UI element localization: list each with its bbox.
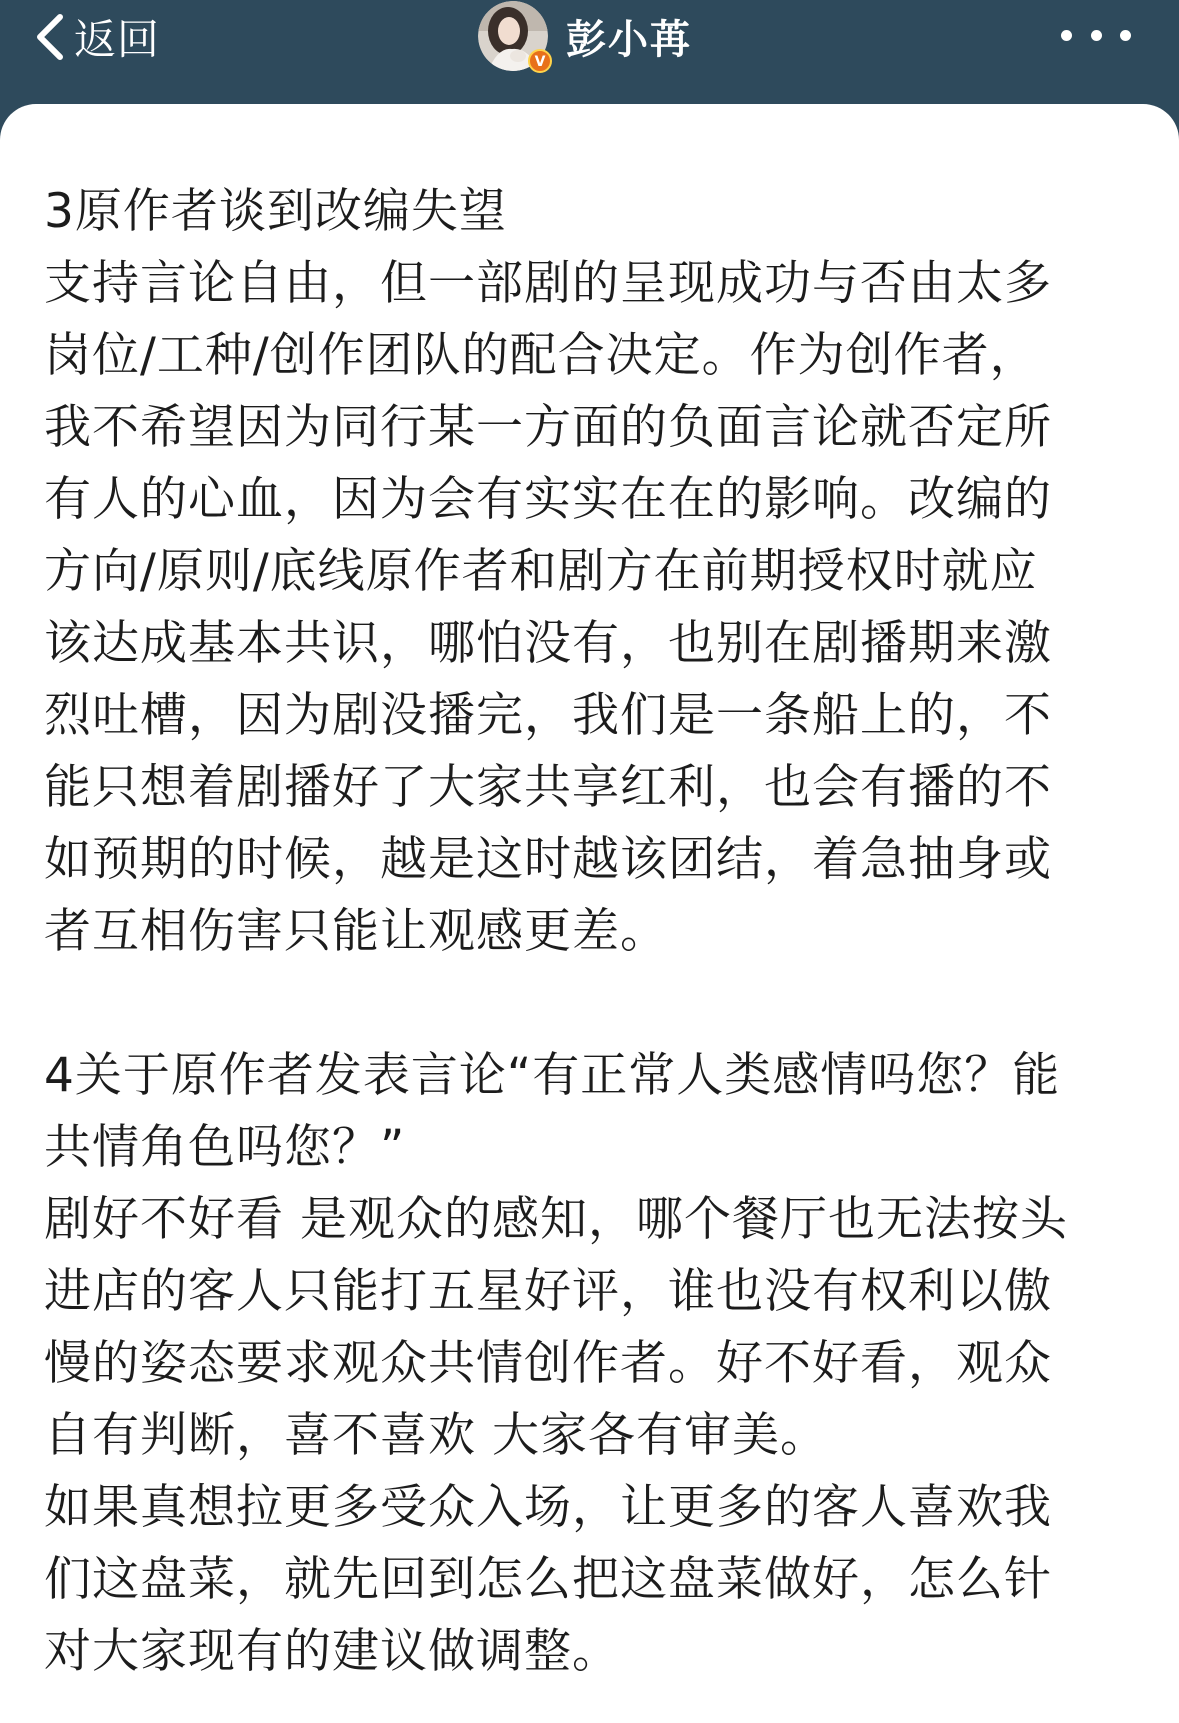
paragraph-gap [44,968,1144,1040]
section-4-line: 们这盘菜，就先回到怎么把这盘菜做好，怎么针 [44,1552,1052,1607]
section-3-line: 支持言论自由，但一部剧的呈现成功与否由太多 [44,256,1052,311]
section-3-line: 烈吐槽，因为剧没播完，我们是一条船上的，不 [44,688,1052,743]
section-3-line: 如预期的时候，越是这时越该团结，着急抽身或 [44,832,1052,887]
section-3-line: 我不希望因为同行某一方面的负面言论就否定所 [44,400,1052,455]
section-4-heading: 4关于原作者发表言论“有正常人类感情吗您？能 [44,1048,1061,1103]
section-4-line: 剧好不好看 是观众的感知，哪个餐厅也无法按头 [44,1192,1068,1247]
top-navigation-bar [0,0,1179,110]
more-horizontal-icon-dot-3 [1120,30,1131,41]
avatar-container[interactable] [478,1,548,71]
more-horizontal-icon-dot-2 [1091,30,1102,41]
verified-badge: V [528,49,552,73]
chevron-left-icon [30,7,74,67]
post-content-card [0,104,1179,1723]
more-options-button[interactable] [1061,20,1131,50]
more-horizontal-icon [1061,30,1072,41]
section-3-line: 方向/原则/底线原作者和剧方在前期授权时就应 [44,544,1038,599]
username[interactable]: 彭小苒 [566,16,692,63]
back-button[interactable] [30,4,160,70]
section-4-heading: 共情角色吗您？” [44,1120,406,1175]
section-4-line: 进店的客人只能打五星好评，谁也没有权利以傲 [44,1264,1052,1319]
section-3-line: 能只想着剧播好了大家共享红利，也会有播的不 [44,760,1052,815]
section-4-line: 自有判断，喜不喜欢 大家各有审美。 [44,1408,828,1463]
section-4-line: 对大家现有的建议做调整。 [44,1624,620,1679]
section-3-line: 有人的心血，因为会有实实在在的影响。改编的 [44,472,1052,527]
section-3-line: 岗位/工种/创作团队的配合决定。作为创作者， [44,328,1038,383]
profile-header[interactable] [478,0,692,72]
section-4-line: 慢的姿态要求观众共情创作者。好不好看，观众 [44,1336,1052,1391]
section-3-line: 者互相伤害只能让观感更差。 [44,904,668,959]
section-3-heading: 3原作者谈到改编失望 [44,184,507,239]
back-label: 返回 [74,15,161,64]
post-body [44,176,1144,1688]
section-3-line: 该达成基本共识，哪怕没有，也别在剧播期来激 [44,616,1052,671]
section-4-line: 如果真想拉更多受众入场，让更多的客人喜欢我 [44,1480,1052,1535]
